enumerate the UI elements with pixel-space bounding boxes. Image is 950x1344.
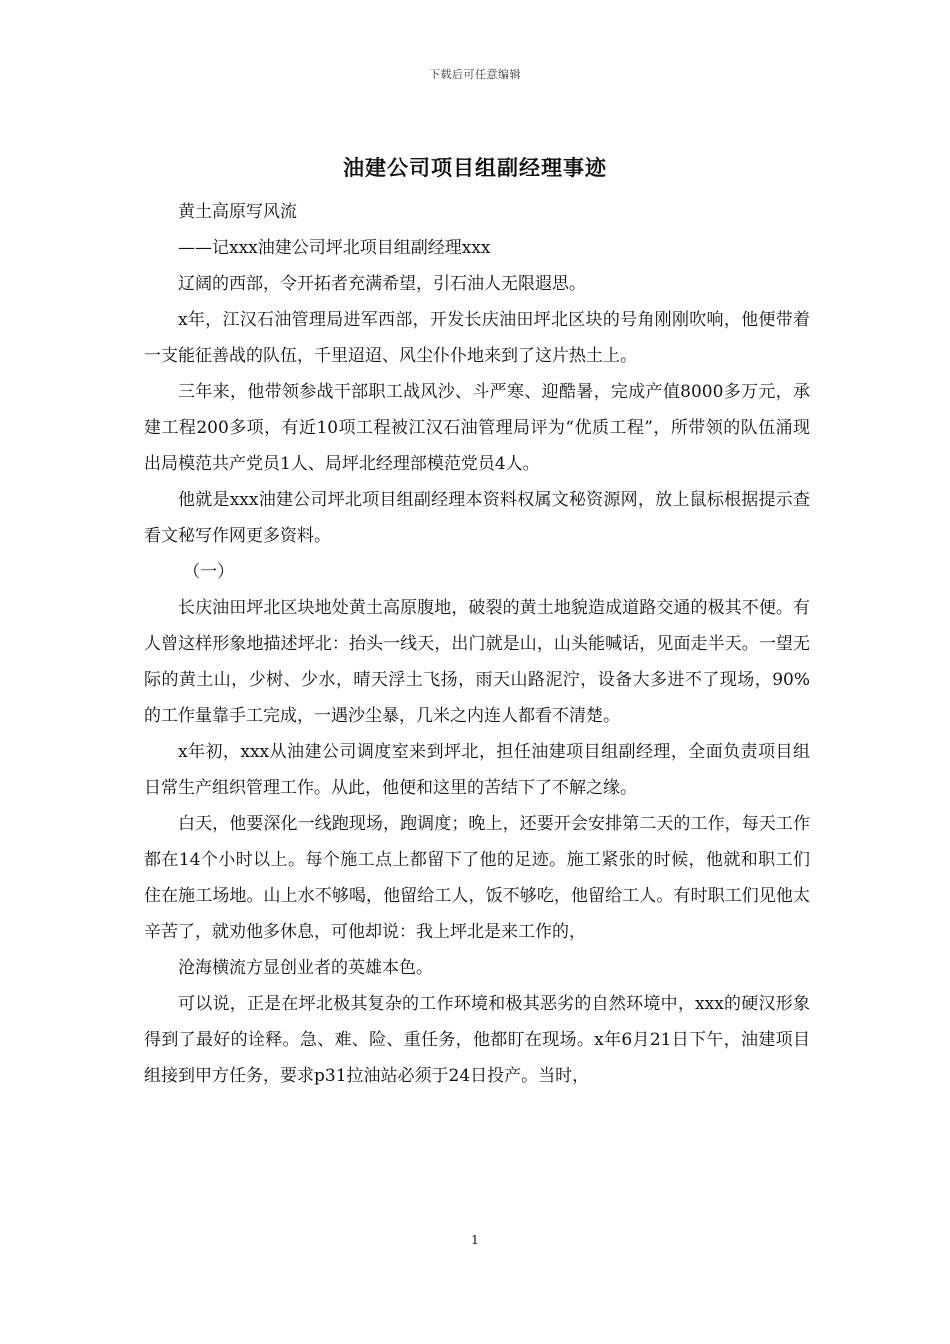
paragraph: 白天，他要深化一线跑现场，跑调度；晚上，还要开会安排第二天的工作，每天工作都在14个小时以上。每个施工点上都留下了他的足迹。施工紧张的时候，他就和职工们住在施工场地。山上水不够喝，他留给工人，饭不够吃，他留给工人。有时职工们见他太辛苦了，就劝他多休息，可他却说：我上坪北是来工作的， [144,814,810,942]
section-heading: （一） [183,562,235,582]
page-number: 1 [471,1233,479,1247]
paragraph: 沧海横流方显创业者的英雄本色。 [178,958,433,978]
paragraph: 他就是xxx油建公司坪北项目组副经理本资料权属文秘资源网，放上鼠标根据提示查看文秘写作网更多资料。 [144,490,810,546]
page-header-note: 下载后可任意编辑 [429,68,521,81]
paragraph: x年初，xxx从油建公司调度室来到坪北，担任油建项目组副经理，全面负责项目组日常生产组织管理工作。从此，他便和这里的苦结下了不解之缘。 [144,742,810,798]
paragraph: 长庆油田坪北区块地处黄土高原腹地，破裂的黄土地貌造成道路交通的极其不便。有人曾这样形象地描述坪北：抬头一线天，出门就是山，山头能喊话，见面走半天。一望无际的黄土山，少树、少水，晴天浮土飞扬，雨天山路泥泞，设备大多进不了现场，90%的工作量靠手工完成，一遇沙尘暴，几米之内连人都看不清楚。 [144,598,810,726]
paragraph: x年，江汉石油管理局进军西部，开发长庆油田坪北区块的号角刚刚吹响，他便带着一支能征善战的队伍，千里迢迢、风尘仆仆地来到了这片热土上。 [144,310,810,366]
paragraph: 辽阔的西部，令开拓者充满希望，引石油人无限遐思。 [178,274,586,294]
document-body [144,194,810,1094]
paragraph-subtitle: 黄土高原写风流 [178,202,297,222]
paragraph: 可以说，正是在坪北极其复杂的工作环境和极其恶劣的自然环境中，xxx的硬汉形象得到了最好的诠释。急、难、险、重任务，他都盯在现场。x年6月21日下午，油建项目组接到甲方任务，要求p31拉油站必须于24日投产。当时， [144,994,810,1086]
document-title: 油建公司项目组副经理事迹 [343,155,607,180]
paragraph: 三年来，他带领参战干部职工战风沙、斗严寒、迎酷暑，完成产值8000多万元，承建工程200多项，有近10项工程被江汉石油管理局评为“优质工程”，所带领的队伍涌现出局模范共产党员1人、局坪北经理部模范党员4人。 [144,382,810,474]
paragraph-byline: ——记xxx油建公司坪北项目组副经理xxx [178,238,491,258]
